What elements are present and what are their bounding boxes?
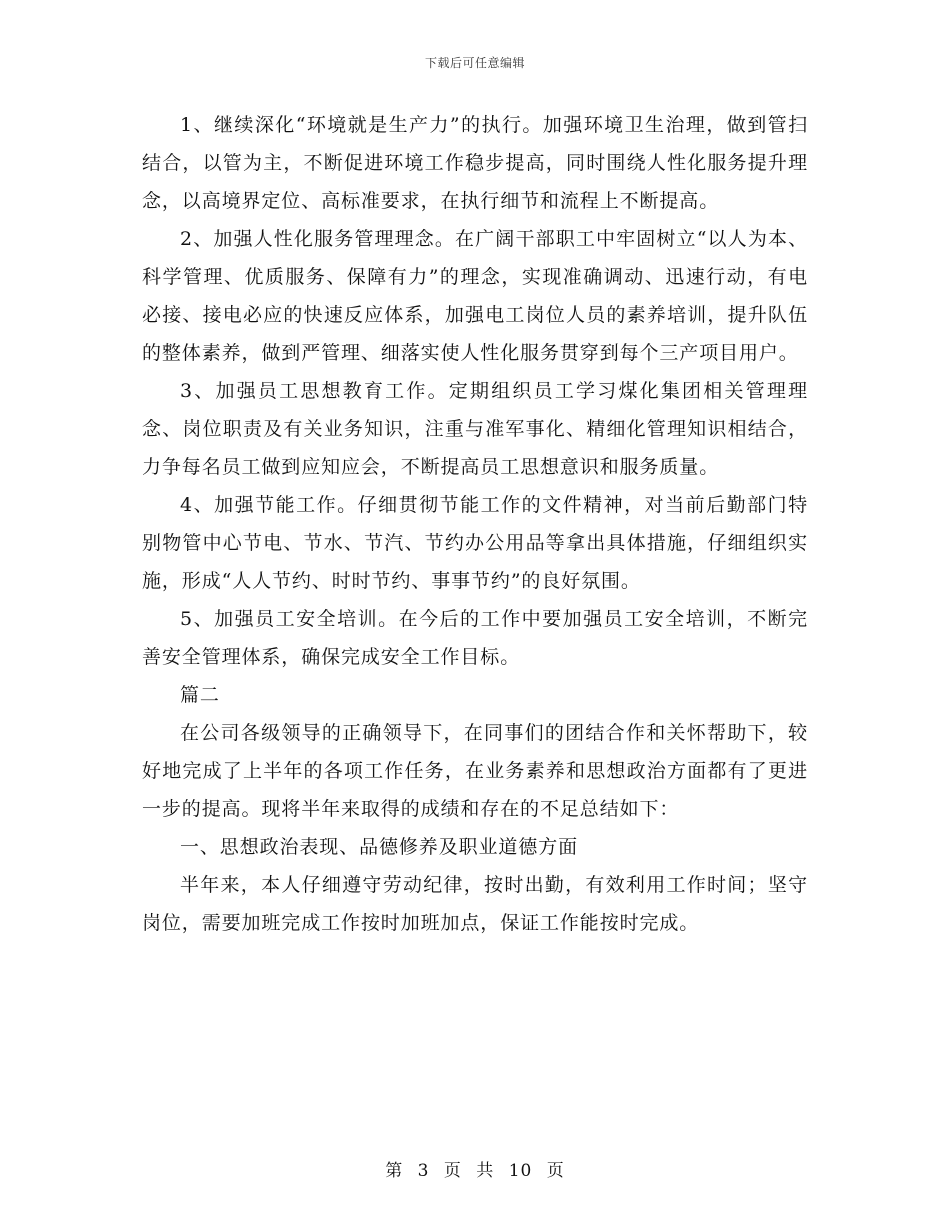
section-heading-ideology: 一、思想政治表现、品德修养及职业道德方面	[180, 836, 579, 858]
footer-suffix: 页	[546, 1161, 565, 1181]
footer-total-word: 共	[476, 1161, 495, 1181]
page-footer	[0, 1156, 950, 1181]
page-header: 下载后可任意编辑	[424, 56, 525, 70]
footer-prefix: 第	[385, 1161, 404, 1181]
paragraph-item-1: 1、继续深化“环境就是生产力”的执行。加强环境卫生治理，做到管扫结合，以管为主，不断促进环境工作稳步提高，同时围绕人性化服务提升理念，以高境界定位、高标准要求，在执行细节和流程上不断提高。	[142, 114, 808, 212]
paragraph-item-2: 2、加强人性化服务管理理念。在广阔干部职工中牢固树立“以人为本、科学管理、优质服务、保障有力”的理念，实现准确调动、迅速行动，有电必接、接电必应的快速反应体系，加强电工岗位人员的素养培训，提升队伍的整体素养，做到严管理、细落实使人性化服务贯穿到每个三产项目用户。	[142, 228, 808, 364]
paragraph-item-5: 5、加强员工安全培训。在今后的工作中要加强员工安全培训，不断完善安全管理体系，确保完成安全工作目标。	[142, 608, 808, 668]
paragraph-attendance: 半年来，本人仔细遵守劳动纪律，按时出勤，有效利用工作时间；坚守岗位，需要加班完成工作按时加班加点，保证工作能按时完成。	[142, 874, 808, 934]
section-heading-part-two: 篇二	[180, 684, 220, 706]
paragraph-item-4: 4、加强节能工作。仔细贯彻节能工作的文件精神，对当前后勤部门特别物管中心节电、节水、节汽、节约办公用品等拿出具体措施，仔细组织实施，形成“人人节约、时时节约、事事节约”的良好氛围。	[142, 494, 808, 592]
total-pages-number: 10	[508, 1161, 533, 1181]
paragraph-intro: 在公司各级领导的正确领导下，在同事们的团结合作和关怀帮助下，较好地完成了上半年的各项工作任务，在业务素养和思想政治方面都有了更进一步的提高。现将半年来取得的成绩和存在的不足总结如下：	[142, 722, 808, 820]
paragraph-item-3: 3、加强员工思想教育工作。定期组织员工学习煤化集团相关管理理念、岗位职责及有关业务知识，注重与准军事化、精细化管理知识相结合，力争每名员工做到应知应会，不断提高员工思想意识和服务质量。	[142, 380, 808, 478]
document-body	[142, 106, 808, 942]
footer-page-word: 页	[443, 1161, 462, 1181]
current-page-number: 3	[417, 1161, 430, 1181]
